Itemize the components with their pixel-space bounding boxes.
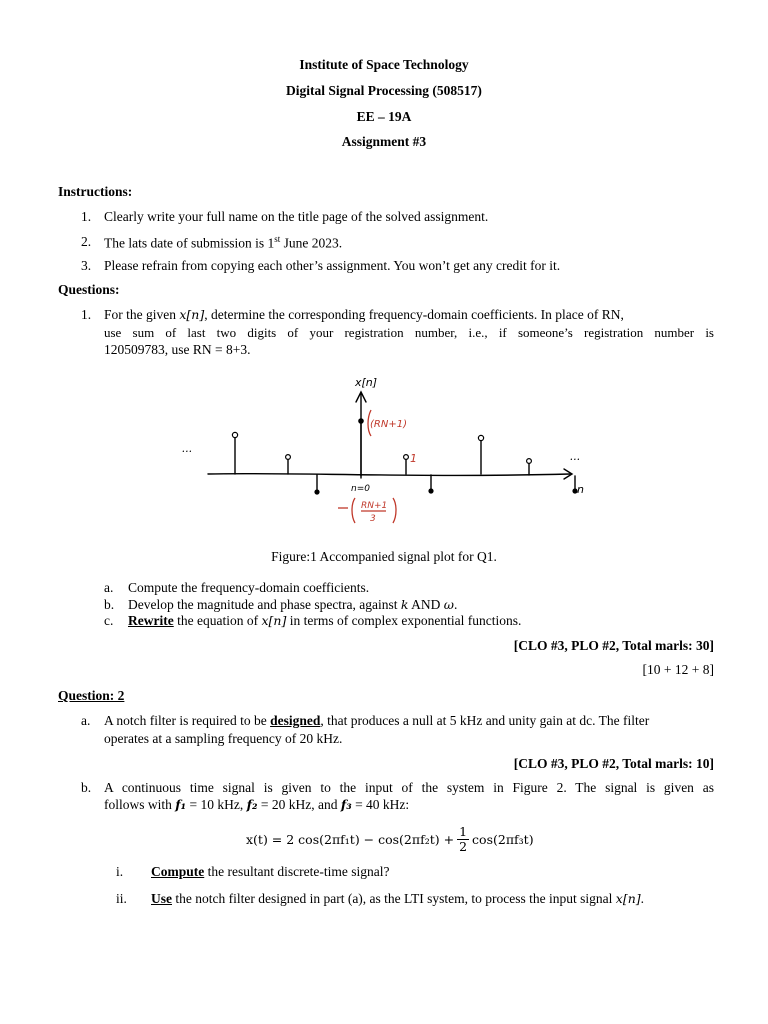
dots-right: ...	[570, 450, 581, 463]
q2b-line2: follows with f₁ = 10 kHz, f₂ = 20 kHz, and f₃ = 40 kHz:	[104, 797, 410, 812]
institute-title: Institute of Space Technology	[299, 57, 469, 72]
q1-text-line1: For the given x[n], determine the corresponding frequency-domain coefficients. In place of RN,	[104, 307, 624, 322]
label-one: 1	[410, 452, 417, 465]
bracket-right	[393, 498, 396, 523]
instruction-item: Clearly write your full name on the title page of the solved assignment.	[104, 209, 489, 224]
label-neg-numerator: RN+1	[361, 501, 388, 511]
signal-equation: x(t) = 2 cos(2πf₁t) − cos(2πf₂t) + $\frac{1}{2}$ cos(2πf₃t)	[246, 823, 534, 854]
label-rn-plus-one: (RN+1)	[370, 419, 407, 430]
q2a-clo: [CLO #3, PLO #2, Total marls: 10]	[513, 756, 714, 771]
fraction: $\frac{1}{2}$	[459, 823, 468, 854]
instruction-number: 3.	[81, 258, 92, 273]
subpart-text: Compute the resultant discrete-time signal?	[151, 864, 390, 879]
label-n: n	[577, 483, 584, 496]
subpart-text: Use the notch filter designed in part (a), as the LTI system, to process the input signal x[n].	[151, 891, 645, 906]
part-letter: c.	[104, 613, 114, 628]
instruction-number: 1.	[81, 209, 92, 224]
q2a-line2: operates at a sampling frequency of 20 kHz.	[104, 731, 343, 746]
question-number: 1.	[81, 307, 92, 322]
course-title: Digital Signal Processing (508517)	[286, 83, 482, 98]
sample-point	[232, 432, 237, 437]
sample-point	[286, 455, 291, 460]
sample-point	[314, 489, 319, 494]
time-axis	[208, 474, 570, 476]
questions-heading: Questions:	[58, 282, 120, 297]
subpart-number: i.	[116, 864, 124, 879]
sample-point	[358, 418, 364, 424]
part-letter: b.	[104, 597, 115, 612]
part-text: Develop the magnitude and phase spectra, against k AND ω.	[128, 597, 458, 612]
part-letter: a.	[81, 713, 91, 728]
instruction-item: Please refrain from copying each other’s assignment. You won’t get any credit for it.	[104, 258, 561, 273]
label-n0: n=0	[351, 484, 370, 494]
sample-point	[404, 455, 409, 460]
q2a-line1: A notch filter is required to be designed, that produces a null at 5 kHz and unity gain at dc. The filter	[104, 713, 650, 728]
dots-left: ...	[182, 442, 193, 455]
assignment-title: Assignment #3	[341, 134, 427, 149]
q1-text-line2: use sum of last two digits of your registration number, i.e., if someone’s registration number is	[104, 325, 714, 340]
part-text: Rewrite the equation of x[n] in terms of complex exponential functions.	[128, 613, 522, 628]
label-neg-denominator: 3	[370, 514, 376, 524]
sample-point	[428, 488, 433, 493]
sample-point	[478, 435, 483, 440]
q1-marks: [10 + 12 + 8]	[642, 662, 714, 677]
bracket-left	[352, 498, 355, 523]
figure-caption: Figure:1 Accompanied signal plot for Q1.	[271, 549, 497, 564]
part-letter: b.	[81, 780, 92, 795]
instruction-item: The lats date of submission is 1st June 2023.	[104, 234, 343, 251]
signal-plot-figure	[168, 366, 598, 546]
question2-heading: Question: 2	[58, 688, 125, 703]
part-text: Compute the frequency-domain coefficients.	[128, 580, 370, 595]
q2b-line1: A continuous time signal is given to the input of the system in Figure 2. The signal is given as	[104, 780, 714, 795]
part-letter: a.	[104, 580, 114, 595]
q1-text-line3: 120509783, use RN = 8+3.	[104, 342, 251, 357]
sample-point	[527, 459, 532, 464]
instructions-heading: Instructions:	[58, 184, 133, 199]
instruction-number: 2.	[81, 234, 92, 249]
subpart-number: ii.	[116, 891, 127, 906]
q1-clo: [CLO #3, PLO #2, Total marls: 30]	[513, 638, 714, 653]
class-code: EE – 19A	[356, 109, 412, 124]
ylabel: x[n]	[355, 376, 378, 389]
